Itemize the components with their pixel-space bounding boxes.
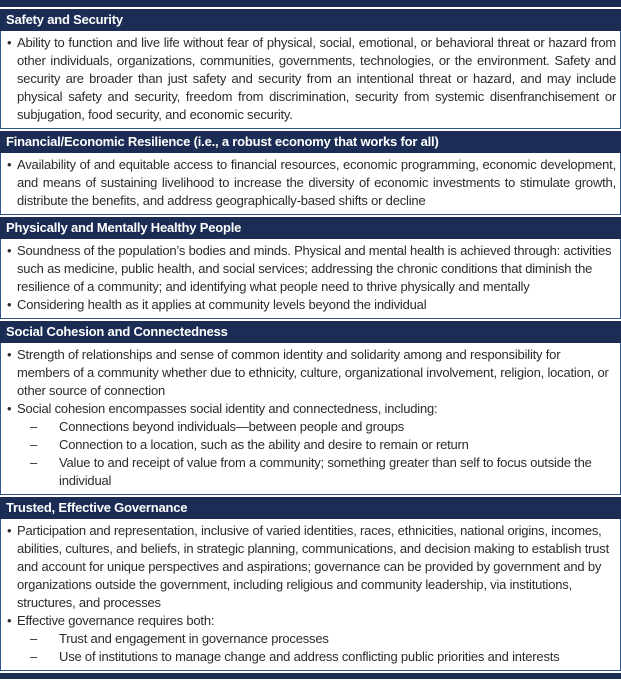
bullet-icon: • [7, 35, 12, 50]
section-title: Safety and Security [6, 12, 123, 27]
section-title: Social Cohesion and Connectedness [6, 324, 228, 339]
bullet-icon: • [7, 157, 12, 172]
bullet-text: Soundness of the population’s bodies and minds. Physical and mental health is achieved through: activities such as medicine, public health, and social services; addressing the chronic conditions that diminish the resilience of a community; and identifying what people need to thrive physically and mentally [17, 243, 612, 294]
bullet-text: Participation and representation, inclusive of varied identities, races, ethnicities, national origins, incomes, abilities, cultures, and beliefs, in strategic planning, communications, and decision making to establish trust and account for unique perspectives and aspirations; governance can be provided by government and by organizations outside the government, including religious and community leadership, via institutions, structures, and processes [17, 523, 610, 610]
sub-bullet-item [30, 418, 616, 436]
bullet-item [4, 400, 616, 418]
sub-bullet-text: Trust and engagement in governance processes [59, 631, 329, 646]
bullet-icon: • [7, 523, 12, 538]
bullet-text: Effective governance requires both: [17, 613, 215, 628]
section-header [0, 321, 621, 343]
top-border-strip [0, 0, 621, 7]
dash-icon: – [30, 631, 38, 646]
section-header [0, 131, 621, 153]
bullet-item [4, 242, 616, 296]
bullet-item [4, 34, 616, 124]
bullet-text: Ability to function and live life without fear of physical, social, emotional, or behavioral threat or hazard from other individuals, organizations, communities, governments, technologies, or the environment. Safety and security are broader than just safety and security from an intentional threat or hazard, and may include physical safety and security, freedom from discrimination, security from systemic disenfranchisement or subjugation, food security, and economic security. [17, 35, 616, 122]
sub-bullet-item [30, 630, 616, 648]
sub-bullet-text: Value to and receipt of value from a community; something greater than self to focus outside the individual [59, 455, 592, 488]
section-trusted-governance [0, 497, 621, 671]
bullet-item [4, 156, 616, 210]
bullet-text: Social cohesion encompasses social identity and connectedness, including: [17, 401, 438, 416]
section-safety-and-security [0, 9, 621, 129]
section-body [0, 153, 621, 215]
bottom-border-strip [0, 673, 621, 679]
sub-bullet-item [30, 648, 616, 666]
section-header [0, 497, 621, 519]
dash-icon: – [30, 419, 38, 434]
sub-bullet-text: Connections beyond individuals—between people and groups [59, 419, 405, 434]
section-header [0, 9, 621, 31]
bullet-item [4, 522, 616, 612]
section-body [0, 343, 621, 495]
bullet-text: Availability of and equitable access to financial resources, economic programming, economic development, and means of sustaining livelihood to increase the diversity of economic investments to stimulate growth, distribute the benefits, and address geographically-based shifts or decline [17, 157, 616, 208]
sub-bullet-item [30, 454, 616, 490]
section-header [0, 217, 621, 239]
section-body [0, 31, 621, 129]
section-title: Trusted, Effective Governance [6, 500, 188, 515]
bullet-icon: • [7, 297, 12, 312]
bullet-icon: • [7, 401, 12, 416]
bullet-item [4, 346, 616, 400]
section-social-cohesion [0, 321, 621, 495]
bullet-text: Strength of relationships and sense of common identity and solidarity among and responsibility for members of a community whether due to ethnicity, culture, organizational involvement, religion, location, or other source of connection [17, 347, 609, 398]
section-body [0, 239, 621, 319]
dash-icon: – [30, 649, 38, 664]
bullet-item [4, 612, 616, 630]
sub-bullet-text: Connection to a location, such as the ability and desire to remain or return [59, 437, 469, 452]
sub-bullet-item [30, 436, 616, 454]
dash-icon: – [30, 437, 38, 452]
bullet-icon: • [7, 613, 12, 628]
section-financial-economic-resilience [0, 131, 621, 215]
bullet-icon: • [7, 347, 12, 362]
bullet-icon: • [7, 243, 12, 258]
section-body [0, 519, 621, 671]
dash-icon: – [30, 455, 38, 470]
section-healthy-people [0, 217, 621, 319]
bullet-item [4, 296, 616, 314]
sub-bullet-text: Use of institutions to manage change and address conflicting public priorities and interests [59, 649, 560, 664]
section-title: Financial/Economic Resilience (i.e., a robust economy that works for all) [6, 134, 439, 149]
bullet-text: Considering health as it applies at community levels beyond the individual [17, 297, 427, 312]
section-title: Physically and Mentally Healthy People [6, 220, 242, 235]
